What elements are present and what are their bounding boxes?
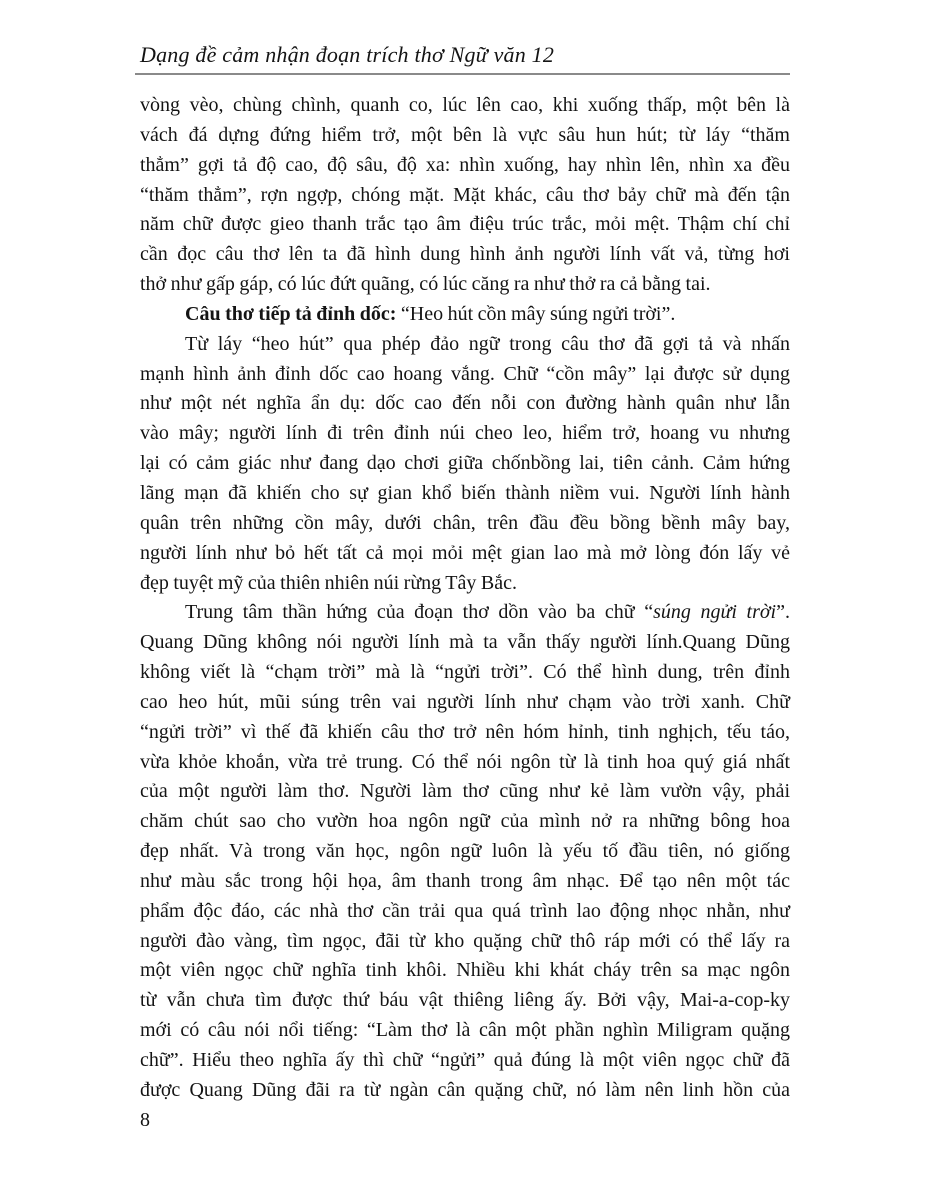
text-line [140,718,790,748]
text-line [140,748,790,778]
text-line [140,181,790,211]
text-line [140,389,790,419]
text-line [140,240,790,270]
text-line [140,807,790,837]
text-line [140,1016,790,1046]
header-rule [135,73,790,75]
text-segment: của một người làm thơ. Người làm thơ cũng như kẻ làm vườn vậy, phải [140,780,790,803]
text-segment: thở như gấp gáp, có lúc đứt quãng, có lúc căng ra như thở ra cả bằng tai. [140,273,711,296]
text-line [140,867,790,897]
text-segment: Trung tâm thần hứng của đoạn thơ dồn vào ba chữ “ [185,601,654,624]
text-segment: cao heo hút, mũi súng trên vai người lính như chạm vào trời xanh. Chữ [140,690,790,713]
text-segment: như màu sắc trong hội họa, âm thanh trong âm nhạc. Để tạo nên một tác [140,869,790,892]
text-segment: người đào vàng, tìm ngọc, đãi từ kho quặng chữ thô ráp mới có thể lấy ra [140,929,790,952]
text-segment: một viên ngọc chữ nghĩa tinh khôi. Nhiều khi khát cháy trên sa mạc ngôn [140,959,790,982]
text-segment: từ vẫn chưa tìm được thứ báu vật thiêng liêng ấy. Bởi vậy, Mai-a-cop-ky [140,989,790,1012]
text-line [140,837,790,867]
text-segment: đẹp tuyệt mỹ của thiên nhiên núi rừng Tây Bắc. [140,571,517,594]
text-segment: thẳm” gợi tả độ cao, độ sâu, độ xa: nhìn xuống, hay nhìn lên, nhìn xa đều [140,153,790,176]
text-segment: ”. [776,601,790,624]
running-header [140,42,790,75]
text-line [140,688,790,718]
text-line [140,121,790,151]
text-segment: vách đá dựng đứng hiểm trở, một bên là vực sâu hun hút; từ láy “thăm [140,123,790,146]
text-segment: lại có cảm giác như đang dạo chơi giữa chốnbồng lai, tiên cảnh. Cảm hứng [140,452,790,475]
text-segment: “thăm thẳm”, rợn ngợp, chóng mặt. Mặt khác, câu thơ bảy chữ mà đến tận [140,183,790,206]
text-line [140,270,790,300]
text-line [140,479,790,509]
text-line [140,151,790,181]
text-line [140,897,790,927]
text-segment: vào mây; người lính đi trên đỉnh núi cheo leo, hiểm trở, hoang vu nhưng [140,422,790,445]
text-line [140,777,790,807]
text-segment: chăm chút sao cho vườn hoa ngôn ngữ của mình nở ra những bông hoa [140,810,790,833]
text-line [140,569,790,599]
page-content [140,42,790,1136]
text-line [140,91,790,121]
text-segment: năm chữ được gieo thanh trắc tạo âm điệu trúc trắc, mỏi mệt. Thậm chí chỉ [140,213,790,236]
text-segment: được Quang Dũng đãi ra từ ngàn cân quặng chữ, nó làm nên linh hồn của [140,1078,790,1101]
text-line [140,628,790,658]
text-segment: người lính như bỏ hết tất cả mọi mỏi mệt gian lao mà mở lòng đón lấy vẻ [140,541,790,564]
text-line [140,927,790,957]
body-text [140,91,790,1106]
running-header-title: Dạng đề cảm nhận đoạn trích thơ Ngữ văn 12 [140,42,555,67]
text-line [140,210,790,240]
text-segment: không viết là “chạm trời” mà là “ngửi trời”. Có thể hình dung, trên đỉnh [140,661,790,684]
text-segment: vừa khỏe khoắn, vừa trẻ trung. Có thể nói ngôn từ là tinh hoa quý giá nhất [140,750,790,773]
text-line [140,986,790,1016]
text-line [140,956,790,986]
text-line [140,449,790,479]
text-segment: lãng mạn đã khiến cho sự gian khổ biến thành niềm vui. Người lính hành [140,481,790,504]
text-line [140,598,790,628]
page-number: 8 [140,1108,150,1131]
text-segment: súng ngửi trời [653,601,777,624]
text-line [140,300,790,330]
text-line [140,509,790,539]
text-line [140,1076,790,1106]
text-line [140,419,790,449]
text-segment: cần đọc câu thơ lên ta đã hình dung hình ảnh người lính vất vả, từng hơi [140,243,790,266]
text-segment: vòng vèo, chùng chình, quanh co, lúc lên cao, khi xuống thấp, một bên là [140,94,790,116]
text-line [140,539,790,569]
text-line [140,330,790,360]
text-line [140,658,790,688]
text-segment: “ngửi trời” vì thế đã khiến câu thơ trở nên hóm hỉnh, tinh nghịch, tếu táo, [140,720,790,743]
text-segment: chữ”. Hiểu theo nghĩa ấy thì chữ “ngửi” quả đúng là một viên ngọc chữ đã [140,1049,790,1071]
text-segment: mạnh hình ảnh đỉnh dốc cao hoang vắng. Chữ “cồn mây” lại được sử dụng [140,362,790,385]
text-segment: “Heo hút cồn mây súng ngửi trời”. [396,302,676,325]
text-segment: phẩm độc đáo, các nhà thơ cần trải qua quá trình lao động nhọc nhằn, như [140,899,790,922]
text-segment: quân trên những cồn mây, dưới chân, trên đầu đều bồng bềnh mây bay, [140,511,790,534]
text-segment: Từ láy “heo hút” qua phép đảo ngữ trong câu thơ đã gợi tả và nhấn [185,332,790,355]
text-line [140,360,790,390]
text-segment: đẹp nhất. Và trong văn học, ngôn ngữ luôn là yếu tố đầu tiên, nó giống [140,840,790,863]
text-segment: Quang Dũng không nói người lính mà ta vẫn thấy người lính.Quang Dũng [140,631,790,654]
text-segment: như một nét nghĩa ẩn dụ: dốc cao đến nỗi con đường hành quân như lẫn [140,392,790,415]
text-segment: Câu thơ tiếp tả đỉnh dốc: [185,302,397,325]
text-segment: mới có câu nói nổi tiếng: “Làm thơ là cân một phần nghìn Miligram quặng [140,1019,790,1042]
text-line [140,1046,790,1076]
